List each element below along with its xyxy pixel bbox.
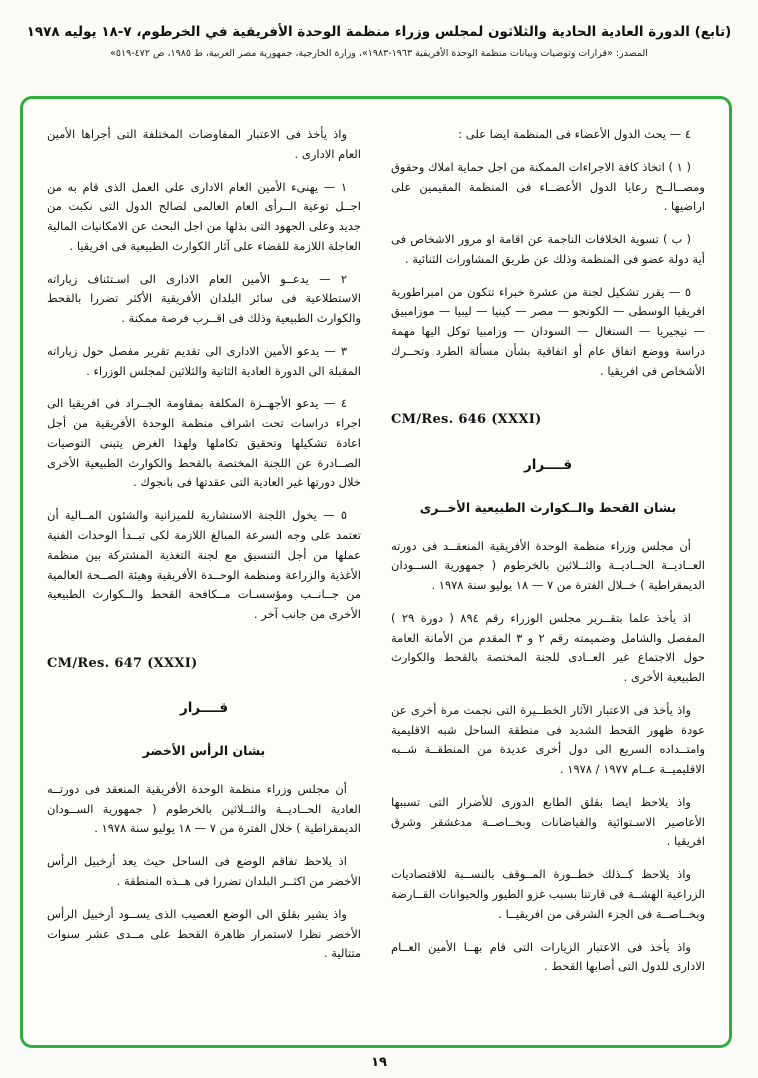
resolution-code: CM/Res. 646 (XXXI): [391, 412, 542, 428]
paragraph: ٤ — يحث الدول الأعضاء فى المنظمة ايضا على :: [458, 127, 691, 141]
paragraph: ( ١ ) اتخاذ كافة الاجراءات الممكنة من اجل حماية املاك وحقوق ومصــالــح رعايا الدول الأعضــاء فى المنظمة المقيمين على اراضيها .: [391, 159, 705, 214]
paragraph: اذ يأخذ علما بتقــرير مجلس الوزراء رقم ٨٩٤ ( دورة ٢٩ ) المفصل والشامل وضميمته رقم ٢ و ٣ المقدم من الأمانة العامة حول الاجتماع غير العــادى للجنة المختصة بالقحط والكوارث الطبيعية الأخرى .: [391, 610, 705, 685]
paragraph: أن مجلس وزراء منظمة الوحدة الأفريقية المنعقــد فى دورته العــاديــة الحــاديــة والثــلاثين بالخرطوم ( جمهورية الســودان الديمقراطية ) خــلال الفترة من ٧ — ١٨ يوليو سنة ١٩٧٨ .: [391, 538, 705, 593]
page-number: ١٩: [371, 1055, 387, 1070]
paragraph: ٥ — يخول اللجنة الاستشارية للميزانية والشئون المــالية أن تعتمد على وجه السرعة المبالغ اللازمة لكى تبــدأ الوحدات الفنية عملها من أجل التنسيق مع لجنة التغذية المشتركة بين منظمة الأغذية والزراعة ومنظمة الوحــدة الأفريقية وهيئة الصــحة العالمية من جــانــب ومؤسسـات مــكافحة القحط والــكوارث الطبيعية الأخرى من جانب آخر .: [47, 508, 361, 622]
paragraph: ٢ — يدعــو الأمين العام الادارى الى اسـتئناف زياراته الاستطلاعية فى سائر البلدان الأفريقية الأكثر تضررا بالقحط والكوارث الطبيعية وذلك فى اقــرب فرصة ممكنة .: [47, 271, 361, 326]
paragraph: واذ يلاحظ ايضا بقلق الطابع الدورى للأضرار التى تسببها الأعاصير الاسـتوائية والفياضانات وبخــاصــة مدغشقر وشرق افريقيا .: [391, 794, 705, 849]
content-frame: [20, 96, 732, 1048]
right-column: [391, 125, 705, 1027]
paragraph: ٥ — يقرر تشكيل لجنة من عشرة خبراء تتكون من امبراطورية افريقيا الوسطى — الكونجو — مصر — كينيا — ليبيا — موزامبيق — نيجيريا — السنغال — السودان — وزامبيا توكل اليها مهمة دراسة ووضع اتفاق عام أو اتفاقية بشأن مسألة الطرد وتحــرك الأشخاص فى افريقيا .: [391, 284, 705, 378]
resolution-heading: قــــرار: [523, 456, 573, 473]
paragraph: ٣ — يدعو الأمين الادارى الى تقديم تقرير مفصل حول زياراته المقبلة الى الدورة العادية الثانية والثلاثين لمجلس الوزراء .: [47, 343, 361, 378]
resolution-subject: بشان الرأس الأخضر: [142, 743, 266, 759]
paragraph: ( ب ) تسوية الخلافات الناجمة عن اقامة او مرور الاشخاص فى أية دولة عضو فى المنظمة وذلك عن طريق المشاورات الثنائية .: [391, 232, 705, 266]
two-column-layout: [47, 125, 705, 1027]
paragraph: واذ يأخذ فى الاعتبار الآثار الخطــيرة التى نجمت مرة أخرى عن عودة ظهور القحط الشديد فى منطقة الساحل شبه الاقليمية وامتــداده السريع الى دول أخرى عديدة من المنطقــة شــبه الاقليميــة عــام ١٩٧٧ / ١٩٧٨ .: [391, 702, 705, 777]
paragraph: ١ — يهنىء الأمين العام الادارى على العمل الذى قام به من اجــل توعية الــرأى العام العالمى لصالح الدول التى نكبت من جديد وعلى الجهود التى بذلها من اجل البحث عن الامكانيات المالية العاجلة اللازمة للقضاء على آثار الكوارث الطبيعية فى افريقيا .: [47, 179, 361, 253]
paragraph: ٤ — يدعو الأجهــزة المكلفة بمقاومة الجــراد فى افريقيا الى اجراء دراسات تحت اشراف منظمة الوحدة الأفريقية من أجل اعادة تشكيلها وتحقيق تكاملها ولهذا الغرض يتبنى التوصيات الصــادرة عن اللجنة المختصة بالقحط والكوارث الطبيعية الأخرى خلال دورتها غير العادية التى عقدتها فى بانجوك .: [47, 396, 361, 490]
paragraph: واذ يشير بقلق الى الوضع العصيب الذى يســود أرخبيل الرأس الأخضر نظرا لاستمرار ظاهرة القحط على مــدى عشر سنوات متتالية .: [47, 906, 361, 961]
paragraph: أن مجلس وزراء منظمة الوحدة الأفريقية المنعقد فى دورتــه العادية الحــاديــة والثــلاثين بالخرطوم ( جمهورية الســودان الديمقراطية ) خلال الفترة من ٧ — ١٨ يوليو سنة ١٩٧٨ .: [47, 781, 361, 836]
paragraph: واذ يأخذ فى الاعتبار الزيارات التى قام بهــا الأمين العــام الادارى للدول التى أصابها القحط .: [391, 939, 705, 974]
left-column: [47, 125, 361, 1027]
paragraph: اذ يلاحظ تفاقم الوضع فى الساحل حيث يعد أرخبيل الرأس الأخضر من اكثــر البلدان تضررا فى هــذه المنطقة .: [47, 854, 361, 888]
resolution-subject: بشان القحط والــكوارث الطبيعية الأخــرى: [419, 500, 677, 515]
resolution-heading: قــــرار: [179, 700, 229, 717]
paragraph: واذ يلاحظ كــذلك خطــورة المــوقف بالنســبة للاقتصاديات الزراعية الهشــة فى قارتنا بسبب غزو الطيور والحيوانات القــارضة وبخــاصــة فى الجزء الشرقى من افريقيــا .: [391, 867, 705, 921]
document-title: (تابع) الدورة العادية الحادية والثلاثون لمجلس وزراء منظمة الوحدة الأفريقية في الخرطوم، ٧-١٨ يوليه ١٩٧٨: [26, 24, 732, 40]
page-header: [0, 0, 758, 59]
resolution-code: CM/Res. 647 (XXXI): [47, 655, 198, 671]
paragraph: واذ يأخذ فى الاعتبار المفاوضات المختلفة التى أجراها الأمين العام الادارى .: [47, 127, 361, 161]
source-note: المصدر: «قرارات وتوصيات وبيانات منظمة الوحدة الأفريقية ١٩٦٣-١٩٨٣»، وزارة الخارجية، جمهورية مصر العربية، ط ١٩٨٥، ص ٤٧٢-٥١٩»: [110, 48, 648, 59]
